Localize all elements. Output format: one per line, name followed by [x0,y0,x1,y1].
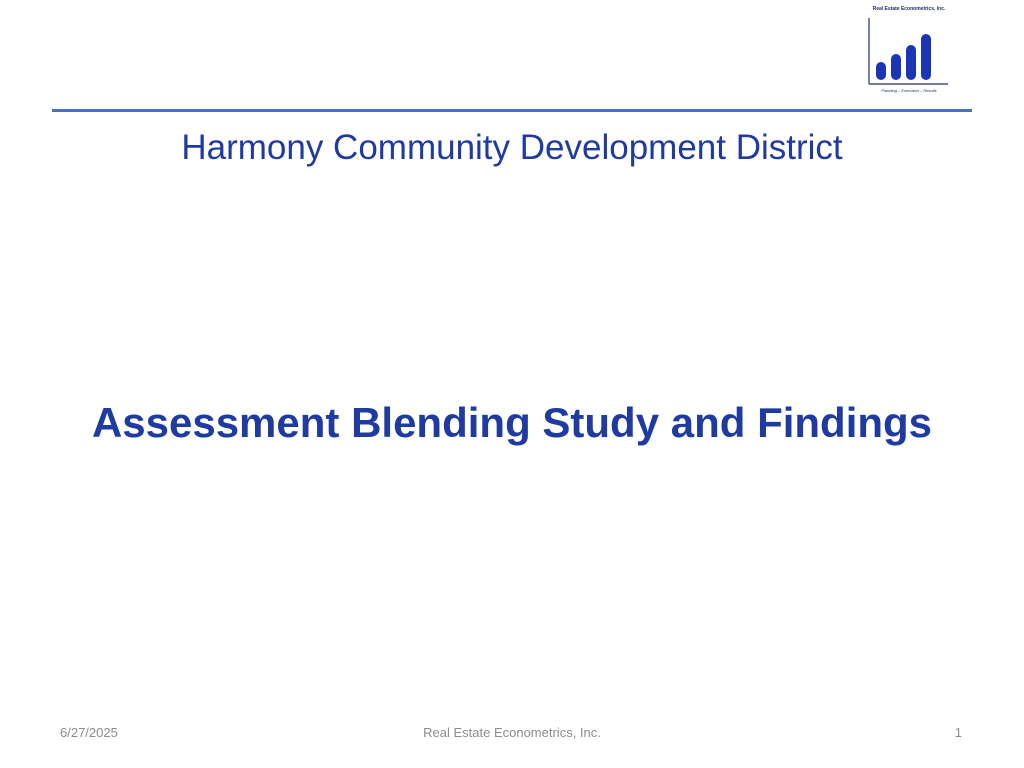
company-logo [866,6,952,98]
footer-date: 6/27/2025 [60,725,118,740]
logo-company-name: Real Estate Econometrics, Inc. [872,6,946,12]
header-divider [52,109,972,112]
footer-company: Real Estate Econometrics, Inc. [423,725,601,740]
slide-number: 1 [954,725,962,740]
bar-chart-icon [866,16,952,88]
slide-title: Assessment Blending Study and Findings [91,399,933,446]
logo-tagline: Planning – Execution – Results [881,88,937,93]
slide-subtitle: Harmony Community Development District [181,128,843,167]
